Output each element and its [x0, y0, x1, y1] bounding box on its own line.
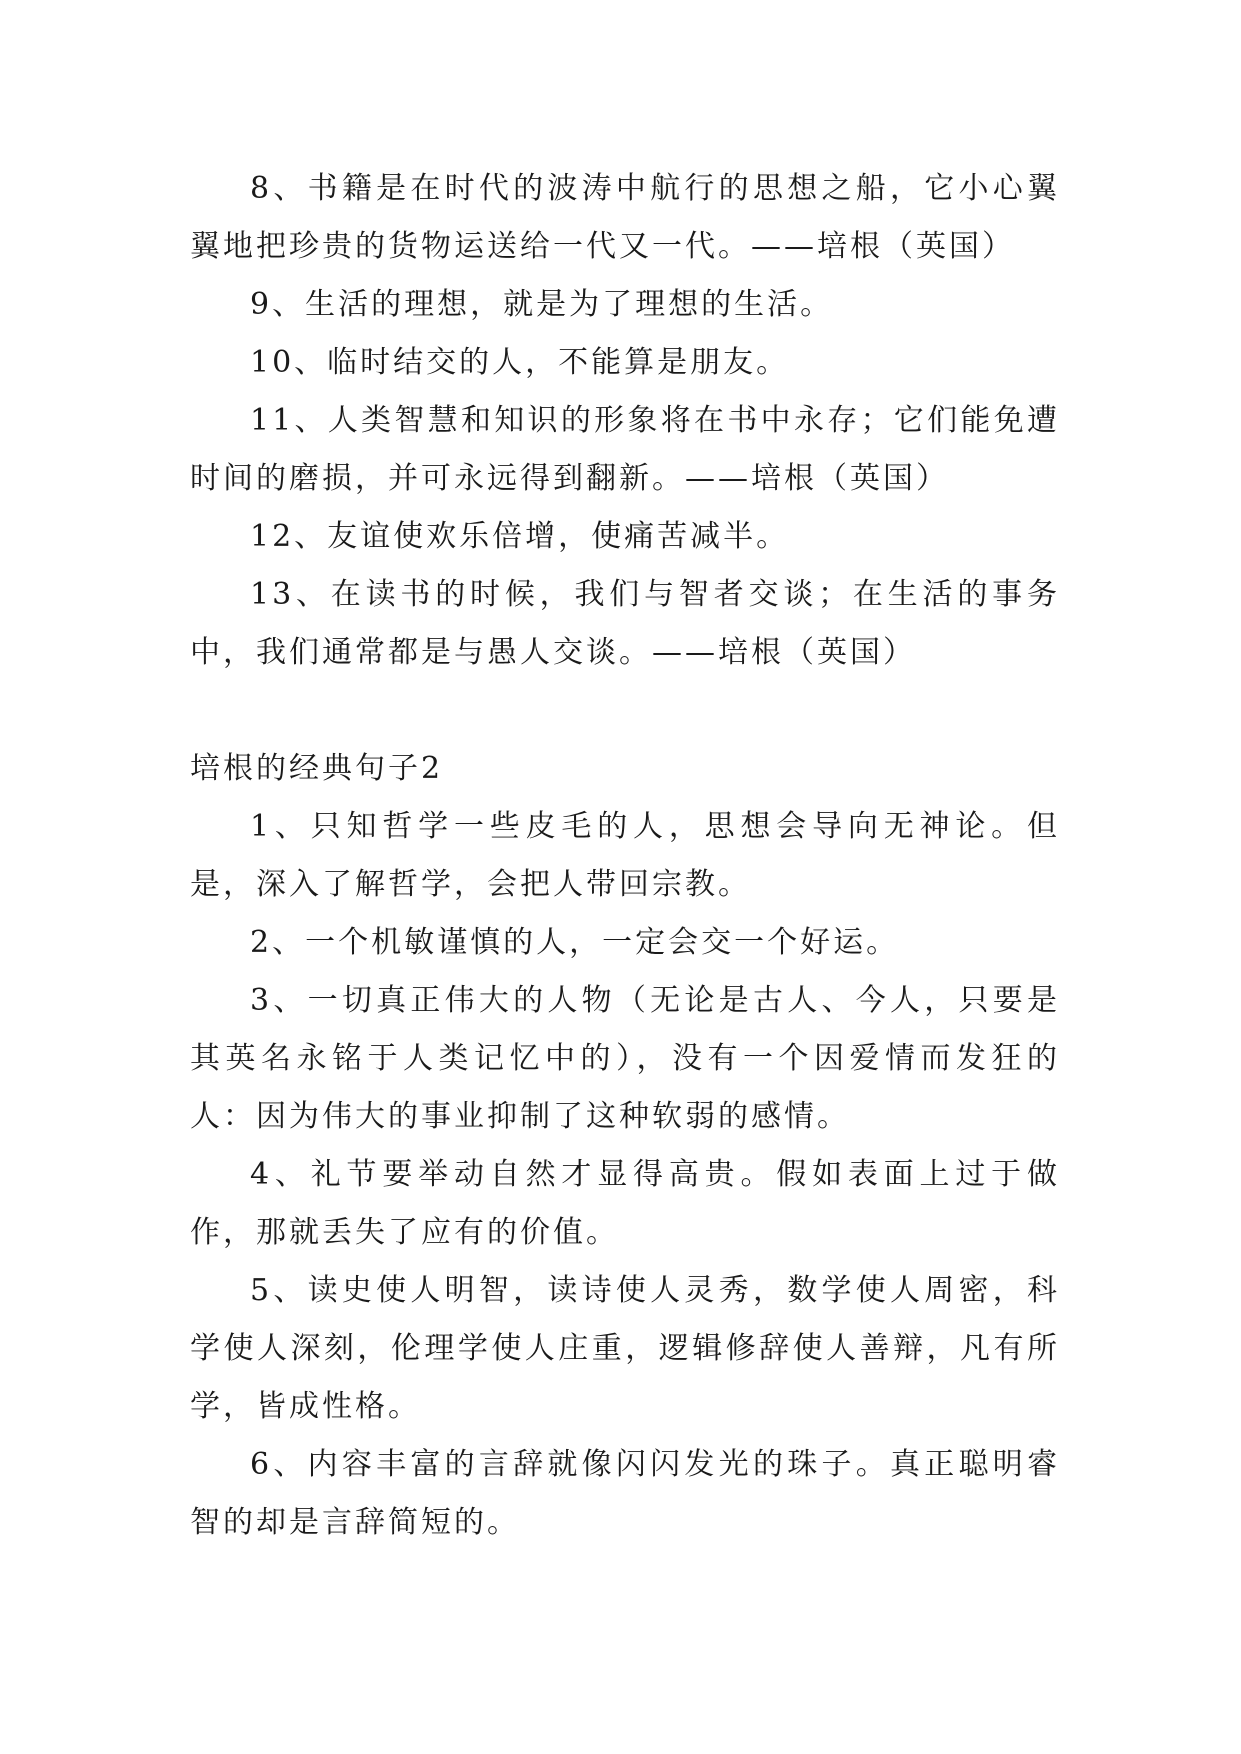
quote-paragraph: 5、读史使人明智，读诗使人灵秀，数学使人周密，科学使人深刻，伦理学使人庄重，逻辑修辞使人善辩，凡有所学，皆成性格。 [190, 1273, 1060, 1424]
quote-paragraph: 1、只知哲学一些皮毛的人，思想会导向无神论。但是，深入了解哲学，会把人带回宗教。 [190, 809, 1060, 902]
quote-paragraph: 3、一切真正伟大的人物（无论是古人、今人，只要是其英名永铭于人类记忆中的），没有一个因爱情而发狂的人：因为伟大的事业抑制了这种软弱的感情。 [190, 983, 1060, 1134]
quote-paragraph: 2、一个机敏谨慎的人，一定会交一个好运。 [250, 925, 900, 960]
quote-paragraph: 11、人类智慧和知识的形象将在书中永存；它们能免遭时间的磨损，并可永远得到翻新。——培根（英国） [190, 403, 1060, 496]
section-heading: 培根的经典句子2 [190, 751, 444, 786]
quote-paragraph: 4、礼节要举动自然才显得高贵。假如表面上过于做作，那就丢失了应有的价值。 [190, 1157, 1060, 1250]
quote-paragraph: 13、在读书的时候，我们与智者交谈；在生活的事务中，我们通常都是与愚人交谈。——培根（英国） [190, 577, 1060, 670]
quote-paragraph: 6、内容丰富的言辞就像闪闪发光的珠子。真正聪明睿智的却是言辞简短的。 [190, 1447, 1060, 1540]
document-body [190, 160, 1060, 1552]
quote-paragraph: 8、书籍是在时代的波涛中航行的思想之船，它小心翼翼地把珍贵的货物运送给一代又一代。——培根（英国） [190, 171, 1060, 264]
quote-paragraph: 10、临时结交的人，不能算是朋友。 [250, 345, 790, 380]
quote-paragraph: 9、生活的理想，就是为了理想的生活。 [250, 287, 834, 322]
quote-paragraph: 12、友谊使欢乐倍增，使痛苦减半。 [250, 519, 790, 554]
